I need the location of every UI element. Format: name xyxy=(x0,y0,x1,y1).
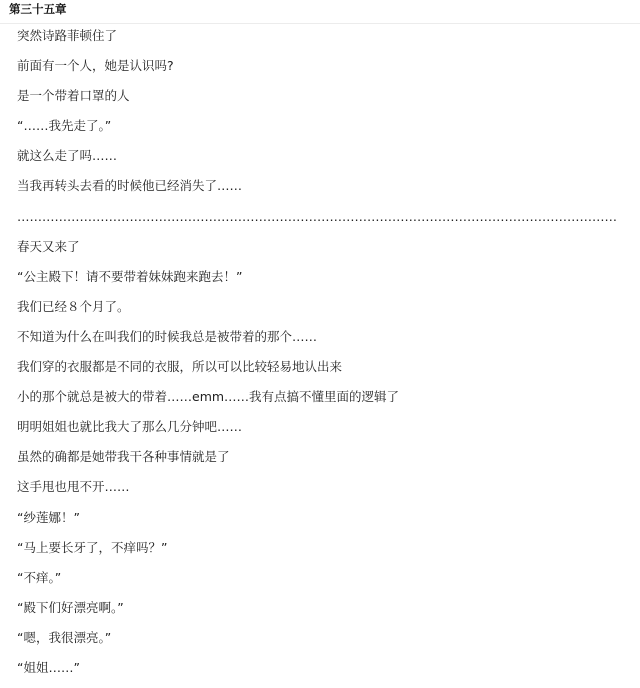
paragraph: 这手甩也甩不开…… xyxy=(17,479,130,495)
paragraph: 就这么走了吗…… xyxy=(17,148,118,164)
paragraph: 我们穿的衣服都是不同的衣服，所以可以比较轻易地认出来 xyxy=(17,359,343,375)
paragraph: 虽然的确都是她带我干各种事情就是了 xyxy=(17,449,230,465)
paragraph: “纱莲娜！” xyxy=(17,509,80,525)
paragraph: 我们已经８个月了。 xyxy=(17,298,130,314)
paragraph: “不痒。” xyxy=(17,569,62,585)
chapter-body xyxy=(17,26,617,688)
paragraph: 明明姐姐也就比我大了那么几分钟吧…… xyxy=(17,419,243,435)
paragraph: 当我再转头去看的时候他已经消失了…… xyxy=(17,178,243,194)
paragraph: “……我先走了。” xyxy=(17,118,112,134)
paragraph: 是一个带着口罩的人 xyxy=(17,88,130,104)
paragraph: “马上要长牙了，不痒吗？” xyxy=(17,539,168,555)
chapter-header xyxy=(0,0,640,24)
paragraph: 突然诗路菲顿住了 xyxy=(17,28,118,43)
paragraph: 春天又来了 xyxy=(17,238,80,254)
paragraph: 小的那个就总是被大的带着……emm……我有点搞不懂里面的逻辑了 xyxy=(17,389,400,405)
paragraph: “姐姐……” xyxy=(17,659,80,675)
ellipsis-divider: ……………………………………………………………………………………………………………………………… xyxy=(17,208,617,224)
paragraph: 前面有一个人，她是认识吗? xyxy=(17,58,174,74)
chapter-title: 第三十五章 xyxy=(9,2,67,16)
paragraph: 不知道为什么在叫我们的时候我总是被带着的那个…… xyxy=(17,328,318,344)
paragraph: “公主殿下！请不要带着妹妹跑来跑去！” xyxy=(17,268,243,284)
paragraph: “殿下们好漂亮啊。” xyxy=(17,599,124,615)
paragraph: “嗯，我很漂亮。” xyxy=(17,629,112,645)
